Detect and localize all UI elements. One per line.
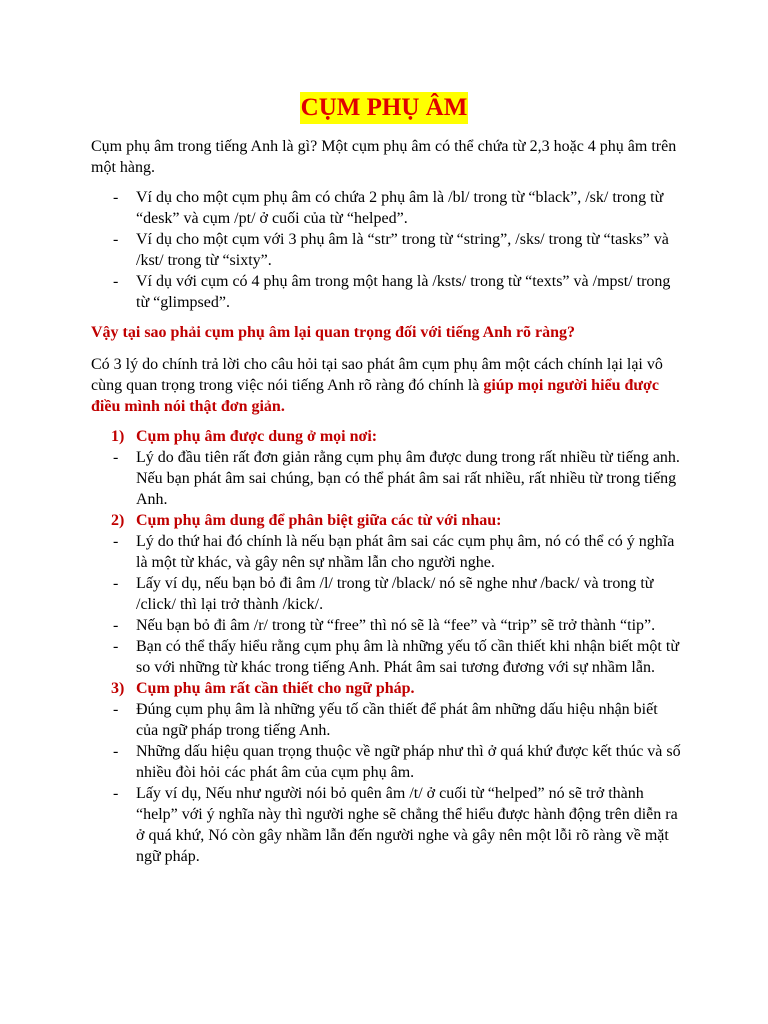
question-heading: Vậy tại sao phải cụm phụ âm lại quan trọng đối với tiếng Anh rõ ràng? xyxy=(91,324,576,341)
dash-marker: - xyxy=(113,743,119,760)
dash-marker: - xyxy=(113,533,119,550)
reasons-list xyxy=(91,426,681,867)
dash-marker: - xyxy=(113,638,119,655)
list-item xyxy=(91,699,681,741)
examples-list xyxy=(91,187,681,313)
page-title: CỤM PHỤ ÂM xyxy=(300,92,469,124)
list-item xyxy=(91,615,681,636)
dash-marker: - xyxy=(113,785,119,802)
title-container xyxy=(0,92,768,124)
list-item xyxy=(91,741,681,783)
list-item-text: Lấy ví dụ, Nếu như người nói bỏ quên âm /t/ ở cuối từ “helped” nó sẽ trở thành “help” với ý nghĩa này thì người nghe sẽ chẳng thể hiểu được hành động trên diễn ra ở quá khứ, Nó còn gây nhầm lẫn đến người nghe và gây nên một lỗi rõ ràng về mặt ngữ pháp. xyxy=(136,785,678,865)
answer-plain: Có 3 lý do chính trả lời cho câu hỏi tại sao phát âm cụm phụ âm một cách chính lại lại vô cùng quan trọng trong việc nói tiếng Anh rõ ràng đó chính là xyxy=(91,356,663,394)
list-item-text: Đúng cụm phụ âm là những yếu tố cần thiết để phát âm những dấu hiệu nhận biết của ngữ pháp trong tiếng Anh. xyxy=(136,701,658,739)
intro-paragraph xyxy=(91,136,681,178)
list-item xyxy=(91,271,681,313)
dash-marker: - xyxy=(113,701,119,718)
reason-number: 2) xyxy=(111,512,125,529)
answer-text xyxy=(91,354,681,417)
reason-title: Cụm phụ âm dung để phân biệt giữa các từ với nhau: xyxy=(136,512,502,529)
question-heading-block xyxy=(91,322,681,343)
dash-marker: - xyxy=(113,449,119,466)
list-item xyxy=(91,229,681,271)
list-item-text: Nếu bạn bỏ đi âm /r/ trong từ “free” thì nó sẽ là “fee” và “trip” sẽ trở thành “tip”. xyxy=(136,617,656,634)
list-item xyxy=(91,187,681,229)
reason-title: Cụm phụ âm rất cần thiết cho ngữ pháp. xyxy=(136,680,415,697)
list-item-text: Ví dụ cho một cụm phụ âm có chứa 2 phụ âm là /bl/ trong từ “black”, /sk/ trong từ “desk” và cụm /pt/ ở cuối của từ “helped”. xyxy=(136,189,664,227)
list-item-text: Lý do thứ hai đó chính là nếu bạn phát âm sai các cụm phụ âm, nó có thể có ý nghĩa là một từ khác, và gây nên sự nhầm lẫn cho người nghe. xyxy=(136,533,675,571)
list-item xyxy=(91,783,681,867)
reason-title: Cụm phụ âm được dung ở mọi nơi: xyxy=(136,428,378,445)
list-item-text: Ví dụ với cụm có 4 phụ âm trong một hang là /ksts/ trong từ “texts” và /mpst/ trong từ “glimpsed”. xyxy=(136,273,671,311)
dash-marker: - xyxy=(113,273,119,290)
answer-paragraph xyxy=(91,354,681,417)
list-item xyxy=(91,636,681,678)
list-item xyxy=(91,447,681,510)
reason-number: 1) xyxy=(111,428,125,445)
reason-number: 3) xyxy=(111,680,125,697)
reason-heading xyxy=(91,426,681,447)
reason-heading xyxy=(91,678,681,699)
list-item-text: Những dấu hiệu quan trọng thuộc về ngữ pháp như thì ở quá khứ được kết thúc và số nhiều đòi hỏi các phát âm của cụm phụ âm. xyxy=(136,743,681,781)
list-item-text: Ví dụ cho một cụm với 3 phụ âm là “str” trong từ “string”, /sks/ trong từ “tasks” và /kst/ trong từ “sixty”. xyxy=(136,231,669,269)
dash-marker: - xyxy=(113,189,119,206)
list-item-text: Lý do đầu tiên rất đơn giản rằng cụm phụ âm được dung trong rất nhiều từ tiếng anh. Nếu bạn phát âm sai chúng, bạn có thể phát âm sai rất nhiều, rất nhiều từ trong tiếng Anh. xyxy=(136,449,680,508)
reason-heading xyxy=(91,510,681,531)
intro-text: Cụm phụ âm trong tiếng Anh là gì? Một cụm phụ âm có thể chứa từ 2,3 hoặc 4 phụ âm trên một hàng. xyxy=(91,138,677,176)
dash-marker: - xyxy=(113,575,119,592)
list-item xyxy=(91,531,681,573)
dash-marker: - xyxy=(113,231,119,248)
list-item-text: Bạn có thể thấy hiểu rằng cụm phụ âm là những yếu tố cần thiết khi nhận biết một từ so với những từ khác trong tiếng Anh. Phát âm sai tương đương với sự nhầm lẫn. xyxy=(136,638,679,676)
dash-marker: - xyxy=(113,617,119,634)
list-item-text: Lấy ví dụ, nếu bạn bỏ đi âm /l/ trong từ /black/ nó sẽ nghe như /back/ và trong từ /click/ thì lại trở thành /kick/. xyxy=(136,575,654,613)
list-item xyxy=(91,573,681,615)
answer-emphasis: giúp mọi người hiểu được điều mình nói thật đơn giản. xyxy=(91,377,659,415)
